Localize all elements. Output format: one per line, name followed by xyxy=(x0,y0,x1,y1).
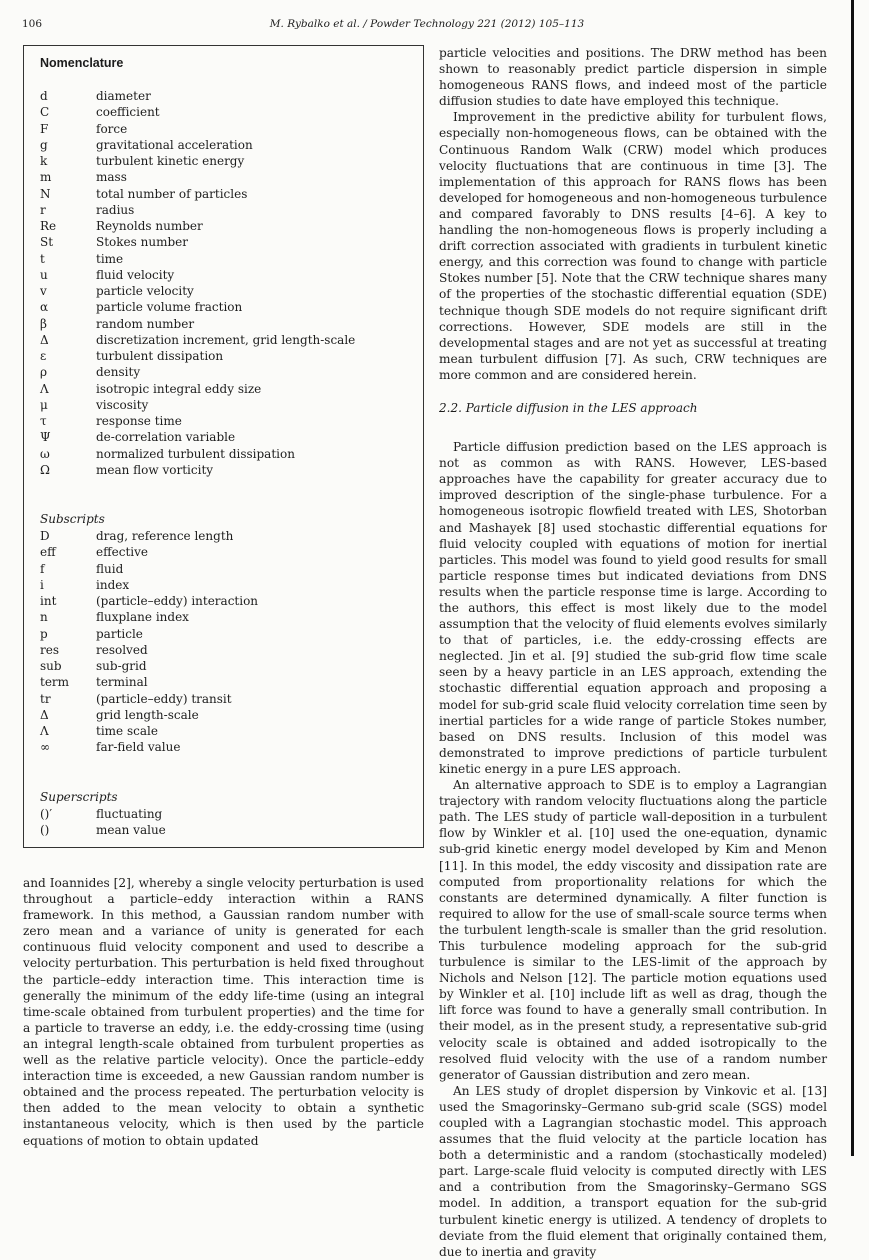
nomenclature-row xyxy=(40,381,420,397)
paragraph: An LES study of droplet dispersion by Vinkovic et al. [13] used the Smagorinsky–Germano sub-grid scale (SGS) model coupled with a Lagrangian stochastic model. This approach assumes that the fluid velocity at the particle location has both a deterministic and a random (stochastically modeled) part. Large-scale fluid velocity is computed directly with LES and a contribution from the Smagorinsky–Germano SGS model. In addition, a transport equation for the sub-grid turbulent kinetic energy is utilized. A tendency of droplets to deviate from the fluid element that originally contained them, due to inertia and gravity xyxy=(439,1083,827,1259)
nomenclature-row xyxy=(40,169,420,185)
nomenclature-row xyxy=(40,723,420,739)
nomenclature-description: radius xyxy=(96,202,135,217)
left-column-text xyxy=(23,875,424,1149)
nomenclature-row xyxy=(40,658,420,674)
nomenclature-description: mass xyxy=(96,170,127,185)
nomenclature-symbol: k xyxy=(40,154,48,168)
nomenclature-row xyxy=(40,446,420,462)
nomenclature-symbol: Δ xyxy=(40,332,49,347)
nomenclature-row xyxy=(40,88,420,104)
nomenclature-description: diameter xyxy=(96,89,151,103)
nomenclature-box xyxy=(23,45,424,848)
nomenclature-row xyxy=(40,626,420,642)
nomenclature-row xyxy=(40,609,420,625)
nomenclature-row xyxy=(40,153,420,169)
nomenclature-description: viscosity xyxy=(96,397,149,412)
nomenclature-row xyxy=(40,121,420,137)
nomenclature-row xyxy=(40,822,420,838)
nomenclature-description: particle volume fraction xyxy=(96,300,243,315)
nomenclature-symbol: D xyxy=(40,529,50,543)
paragraph: particle velocities and positions. The DRW method has been shown to reasonably predict particle dispersion in simple homogeneous RANS flows, and indeed most of the particle diffusion studies to date have employed this technique. xyxy=(439,46,827,109)
nomenclature-row xyxy=(40,593,420,609)
nomenclature-description: total number of particles xyxy=(96,186,248,201)
nomenclature-row xyxy=(40,202,420,218)
nomenclature-description: far-field value xyxy=(96,740,181,755)
nomenclature-row xyxy=(40,218,420,234)
nomenclature-symbol: F xyxy=(40,121,49,136)
nomenclature-symbol: Ψ xyxy=(40,430,51,445)
nomenclature-row xyxy=(40,234,420,250)
nomenclature-symbol: i xyxy=(40,577,44,592)
nomenclature-description: density xyxy=(96,365,141,380)
superscripts-title: Superscripts xyxy=(40,790,118,804)
nomenclature-symbol: int xyxy=(40,594,57,608)
nomenclature-symbol: eff xyxy=(40,545,56,560)
nomenclature-row xyxy=(40,528,420,544)
nomenclature-description: fluid xyxy=(96,561,124,576)
nomenclature-symbol: ω xyxy=(40,446,50,461)
nomenclature-symbol: tr xyxy=(40,691,51,706)
nomenclature-description: fluctuating xyxy=(96,807,163,821)
nomenclature-row xyxy=(40,104,420,120)
symbol-list xyxy=(40,88,420,478)
paragraph: and Ioannides [2], whereby a single velocity perturbation is used throughout a particle–eddy interaction within a RANS framework. In this method, a Gaussian random number with zero mean and a variance of unity is generated for each continuous fluid velocity component and used to describe a velocity perturbation. This perturbation is held fixed throughout the particle–eddy interaction time. This interaction time is generally the minimum of the eddy life-time (using an integral time-scale obtained from turbulent properties) and the time for a particle to traverse an eddy, i.e. the eddy-crossing time (using an integral length-scale obtained from turbulent properties as well as the relative particle velocity). Once the particle–eddy interaction time is exceeded, a new Gaussian random number is obtained and the process repeated. The perturbation velocity is then added to the mean velocity to obtain a synthetic instantaneous velocity, which is then used by the particle equations of motion to obtain updated xyxy=(23,876,424,1148)
nomenclature-symbol: St xyxy=(40,235,54,250)
nomenclature-description: turbulent kinetic energy xyxy=(96,154,245,168)
nomenclature-description: (particle–eddy) interaction xyxy=(96,594,259,608)
nomenclature-row xyxy=(40,186,420,202)
nomenclature-symbol: ρ xyxy=(40,365,48,380)
nomenclature-description: fluid velocity xyxy=(96,267,175,282)
nomenclature-row xyxy=(40,299,420,315)
nomenclature-symbol: μ xyxy=(40,397,48,412)
nomenclature-description: effective xyxy=(96,545,148,560)
nomenclature-row xyxy=(40,806,420,822)
nomenclature-row xyxy=(40,462,420,478)
subscript-list xyxy=(40,528,420,756)
nomenclature-description: Stokes number xyxy=(96,235,188,250)
nomenclature-row xyxy=(40,739,420,755)
nomenclature-row xyxy=(40,397,420,413)
nomenclature-symbol: d xyxy=(40,89,48,103)
nomenclature-symbol: ()′ xyxy=(40,807,53,821)
nomenclature-description: index xyxy=(96,577,130,592)
nomenclature-symbol: n xyxy=(40,610,48,625)
nomenclature-description: Reynolds number xyxy=(96,219,203,233)
nomenclature-row xyxy=(40,267,420,283)
nomenclature-row xyxy=(40,283,420,299)
nomenclature-description: response time xyxy=(96,414,182,428)
nomenclature-symbol: u xyxy=(40,267,48,282)
nomenclature-row xyxy=(40,316,420,332)
nomenclature-description: sub-grid xyxy=(96,659,147,673)
nomenclature-symbol: g xyxy=(40,137,48,152)
nomenclature-symbol: sub xyxy=(40,659,62,673)
page-number: 106 xyxy=(22,18,43,30)
nomenclature-symbol: p xyxy=(40,626,48,641)
superscript-list xyxy=(40,806,420,839)
nomenclature-description: (particle–eddy) transit xyxy=(96,691,232,706)
paragraph: Improvement in the predictive ability for turbulent flows, especially non-homogeneous flows, can be obtained with the Continuous Random Walk (CRW) model which produces velocity fluctuations that are continuous in time [3]. The implementation of this approach for RANS flows has been developed for homogeneous and non-homogeneous turbulence and compared favorably to DNS results [4–6]. A key to handling the non-homogeneous flows is properly including a drift correction associated with gradients in turbulent kinetic energy, and this correction was found to change with particle Stokes number [5]. Note that the CRW technique shares many of the properties of the stochastic differential equation (SDE) technique though SDE models do not require significant drift corrections. However, SDE models are still in the developmental stages and are not yet as successful at treating mean turbulent diffusion [7]. As such, CRW techniques are more common and are considered herein. xyxy=(439,110,827,382)
section-heading: 2.2. Particle diffusion in the LES approach xyxy=(439,400,698,415)
nomenclature-symbol: m xyxy=(40,170,52,185)
nomenclature-description: coefficient xyxy=(96,105,160,120)
nomenclature-description: mean flow vorticity xyxy=(96,462,214,477)
nomenclature-row xyxy=(40,544,420,560)
nomenclature-symbol: term xyxy=(40,675,70,690)
nomenclature-row xyxy=(40,137,420,153)
nomenclature-symbol: Λ xyxy=(40,724,49,738)
nomenclature-symbol: α xyxy=(40,300,49,315)
nomenclature-description: turbulent dissipation xyxy=(96,349,224,363)
nomenclature-symbol: v xyxy=(40,284,47,298)
nomenclature-description: drag, reference length xyxy=(96,529,234,543)
nomenclature-symbol: N xyxy=(40,186,51,201)
nomenclature-symbol: τ xyxy=(40,414,47,428)
nomenclature-row xyxy=(40,674,420,690)
nomenclature-row xyxy=(40,561,420,577)
nomenclature-description: particle velocity xyxy=(96,284,194,298)
nomenclature-title: Nomenclature xyxy=(40,56,124,70)
running-header xyxy=(22,18,832,34)
nomenclature-description: isotropic integral eddy size xyxy=(96,381,262,396)
nomenclature-symbol: ε xyxy=(40,349,47,363)
page-edge-bar xyxy=(851,0,854,1156)
nomenclature-description: particle xyxy=(96,626,143,641)
nomenclature-symbol: ∞ xyxy=(40,740,50,755)
nomenclature-description: discretization increment, grid length-scale xyxy=(96,332,356,347)
nomenclature-symbol: f xyxy=(40,561,45,576)
nomenclature-symbol: C xyxy=(40,105,50,120)
nomenclature-row xyxy=(40,429,420,445)
nomenclature-symbol: Ω xyxy=(40,462,50,477)
nomenclature-description: time xyxy=(96,251,124,266)
paragraph: An alternative approach to SDE is to employ a Lagrangian trajectory with random velocity fluctuations along the particle path. The LES study of particle wall-deposition in a turbulent flow by Winkler et al. [10] used the one-equation, dynamic sub-grid kinetic energy model developed by Kim and Menon [11]. In this model, the eddy viscosity and dissipation rate are computed from proportionality relations for which the constants are determined dynamically. A filter function is required to allow for the use of small-scale source terms when the turbulent length-scale is smaller than the grid resolution. This turbulence modeling approach for the sub-grid turbulence is similar to the LES-limit of the approach by Nichols and Nelson [12]. The particle motion equations used by Winkler et al. [10] include lift as well as drag, though the lift force was found to have a generally small contribution. In their model, as in the present study, a representative sub-grid velocity scale is obtained and added isotropically to the resolved fluid velocity with the use of a random number generator of Gaussian distribution and zero mean. xyxy=(439,778,827,1082)
nomenclature-row xyxy=(40,348,420,364)
nomenclature-symbol: Δ xyxy=(40,707,49,722)
nomenclature-description: resolved xyxy=(96,642,148,657)
nomenclature-description: de-correlation variable xyxy=(96,430,236,445)
nomenclature-symbol: t xyxy=(40,251,45,266)
nomenclature-row xyxy=(40,707,420,723)
nomenclature-row xyxy=(40,577,420,593)
nomenclature-description: terminal xyxy=(96,675,148,690)
nomenclature-symbol: β xyxy=(40,316,47,331)
nomenclature-row xyxy=(40,642,420,658)
nomenclature-symbol: res xyxy=(40,642,59,657)
nomenclature-description: time scale xyxy=(96,724,158,738)
right-column-text xyxy=(439,45,827,1260)
journal-citation: M. Rybalko et al. / Powder Technology 221 (2012) 105–113 xyxy=(269,18,585,30)
paragraph: Particle diffusion prediction based on the LES approach is not as common as with RANS. However, LES-based approaches have the capability for greater accuracy due to improved description of the single-phase turbulence. For a homogeneous isotropic flowfield treated with LES, Shotorban and Mashayek [8] used stochastic differential equations for fluid velocity coupled with equations of motion for inertial particles. This model was found to yield good results for small particle response times but indicated deviations from DNS results when the particle response time is large. According to the authors, this effect is most likely due to the model assumption that the velocity of fluid elements evolves similarly to that of particles, i.e. the eddy-crossing effects are neglected. Jin et al. [9] studied the sub-grid flow time scale seen by a heavy particle in an LES approach, extending the stochastic differential equation approach and proposing a model for sub-grid scale fluid velocity correlation time seen by inertial particles for a wide range of particle Stokes number, based on DNS results. Inclusion of this model was demonstrated to improve predictions of particle turbulent kinetic energy in a pure LES approach. xyxy=(439,440,827,776)
nomenclature-description: random number xyxy=(96,316,195,331)
nomenclature-symbol: Λ xyxy=(40,381,49,396)
nomenclature-description: gravitational acceleration xyxy=(96,137,253,152)
nomenclature-symbol: Re xyxy=(40,219,57,233)
nomenclature-description: grid length-scale xyxy=(96,707,199,722)
subscripts-title: Subscripts xyxy=(40,512,105,526)
nomenclature-description: fluxplane index xyxy=(96,610,189,625)
nomenclature-description: force xyxy=(96,121,128,136)
nomenclature-row xyxy=(40,413,420,429)
nomenclature-symbol: () xyxy=(40,823,50,838)
nomenclature-symbol: r xyxy=(40,202,46,217)
nomenclature-row xyxy=(40,364,420,380)
nomenclature-description: normalized turbulent dissipation xyxy=(96,446,295,461)
nomenclature-description: mean value xyxy=(96,823,166,838)
nomenclature-row xyxy=(40,251,420,267)
nomenclature-row xyxy=(40,691,420,707)
nomenclature-row xyxy=(40,332,420,348)
